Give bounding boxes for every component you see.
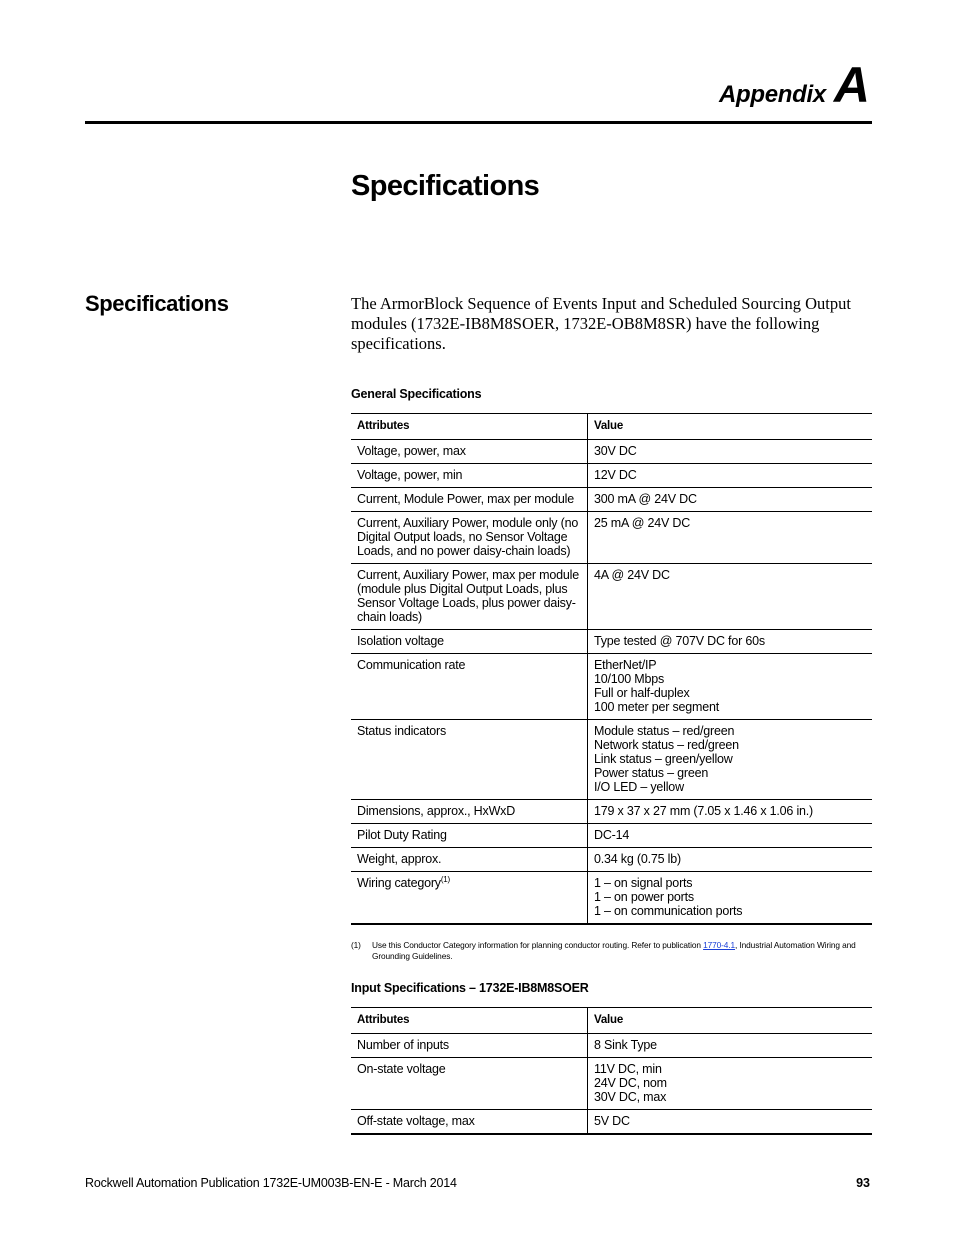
header-rule (85, 121, 872, 124)
value-line: 10/100 Mbps (594, 672, 665, 686)
footnote-text-before: Use this Conductor Category information for planning conductor routing. Refer to publication (372, 940, 704, 950)
attribute-cell (351, 564, 588, 630)
table-row (351, 630, 872, 654)
attribute-cell (351, 800, 588, 824)
value-line: 11V DC, min (594, 1062, 662, 1076)
attribute-cell (351, 1110, 588, 1135)
table-row (351, 872, 872, 925)
attribute-cell (351, 440, 588, 464)
table-row (351, 824, 872, 848)
attributes-header: Attributes (351, 414, 588, 440)
table-row (351, 1034, 872, 1058)
value-cell (588, 564, 873, 630)
attribute-text: Status indicators (357, 724, 447, 738)
value-cell (588, 824, 873, 848)
value-cell (588, 720, 873, 800)
value-line: Network status – red/green (594, 738, 739, 752)
attribute-text: Voltage, power, max (357, 444, 466, 458)
attribute-text: Off-state voltage, max (357, 1114, 475, 1128)
value-cell (588, 630, 873, 654)
attribute-text: Number of inputs (357, 1038, 449, 1052)
value-line: Type tested @ 707V DC for 60s (594, 634, 765, 648)
page-title: Specifications (351, 170, 540, 202)
footnote-number: (1) (351, 940, 361, 950)
value-cell (588, 512, 873, 564)
attribute-cell (351, 824, 588, 848)
value-line: 24V DC, nom (594, 1076, 667, 1090)
attribute-cell (351, 654, 588, 720)
value-line: 1 – on power ports (594, 890, 694, 904)
value-cell (588, 440, 873, 464)
table-row (351, 654, 872, 720)
attribute-text: Weight, approx. (357, 852, 442, 866)
attribute-text: Current, Auxiliary Power, max per module (module plus Digital Output Loads, plus Sensor Voltage Loads, plus power daisy-chain loads) (357, 568, 579, 624)
value-header: Value (588, 1008, 873, 1034)
table-row (351, 720, 872, 800)
value-cell (588, 1034, 873, 1058)
table-row (351, 1110, 872, 1135)
value-line: 1 – on signal ports (594, 876, 693, 890)
value-line: Link status – green/yellow (594, 752, 733, 766)
section-title: Specifications (85, 291, 229, 316)
appendix-letter: A (833, 57, 870, 113)
table-header-row (351, 1008, 872, 1034)
attribute-cell (351, 1034, 588, 1058)
value-line: I/O LED – yellow (594, 780, 684, 794)
value-line: Module status – red/green (594, 724, 735, 738)
value-line: 12V DC (594, 468, 637, 482)
attribute-text: On-state voltage (357, 1062, 446, 1076)
value-cell (588, 464, 873, 488)
attribute-text: Pilot Duty Rating (357, 828, 447, 842)
table-row (351, 464, 872, 488)
attribute-text: Current, Module Power, max per module (357, 492, 575, 506)
value-cell (588, 848, 873, 872)
value-line: 30V DC, max (594, 1090, 667, 1104)
attribute-text: Voltage, power, min (357, 468, 463, 482)
value-cell (588, 1058, 873, 1110)
value-cell (588, 872, 873, 925)
table-row (351, 488, 872, 512)
attribute-cell (351, 1058, 588, 1110)
footnote-reference: (1) (440, 875, 451, 884)
value-line: 4A @ 24V DC (594, 568, 670, 582)
value-line: DC-14 (594, 828, 630, 842)
appendix-word: Appendix (718, 81, 826, 108)
attribute-cell (351, 488, 588, 512)
table-row (351, 564, 872, 630)
attribute-text: Communication rate (357, 658, 466, 672)
value-cell (588, 800, 873, 824)
appendix-heading (718, 57, 870, 113)
general-specs-table (351, 413, 872, 925)
attributes-header: Attributes (351, 1008, 588, 1034)
intro-paragraph: The ArmorBlock Sequence of Events Input and Scheduled Sourcing Output modules (1732E-IB8M8SOER, 1732E-OB8M8SR) have the following specifications. (351, 294, 851, 353)
value-line: 179 x 37 x 27 mm (7.05 x 1.46 x 1.06 in.) (594, 804, 814, 818)
value-line: 8 Sink Type (594, 1038, 657, 1052)
general-specs-body (351, 440, 872, 925)
value-line: Full or half-duplex (594, 686, 690, 700)
table-row (351, 512, 872, 564)
value-line: 100 meter per segment (594, 700, 720, 714)
footer-publication: Rockwell Automation Publication 1732E-UM003B-EN-E - March 2014 (85, 1176, 457, 1190)
value-line: 30V DC (594, 444, 637, 458)
table-row (351, 440, 872, 464)
value-cell (588, 654, 873, 720)
value-line: 300 mA @ 24V DC (594, 492, 697, 506)
value-header: Value (588, 414, 873, 440)
value-line: 1 – on communication ports (594, 904, 743, 918)
table-row (351, 1058, 872, 1110)
value-cell (588, 488, 873, 512)
attribute-text: Dimensions, approx., HxWxD (357, 804, 516, 818)
footnote (351, 940, 872, 962)
footnote-text-after: , Industrial Automation Wiring and Grounding Guidelines. (372, 940, 856, 961)
attribute-text: Wiring category (357, 876, 441, 890)
input-specs-body (351, 1034, 872, 1135)
value-line: Power status – green (594, 766, 709, 780)
attribute-cell (351, 630, 588, 654)
attribute-cell (351, 848, 588, 872)
table-row (351, 848, 872, 872)
input-specs-caption: Input Specifications – 1732E-IB8M8SOER (351, 981, 589, 995)
value-line: 25 mA @ 24V DC (594, 516, 691, 530)
input-specs-table (351, 1007, 872, 1135)
attribute-text: Isolation voltage (357, 634, 444, 648)
table-row (351, 800, 872, 824)
publication-link[interactable]: 1770-4.1 (703, 940, 736, 950)
value-cell (588, 1110, 873, 1135)
general-specs-caption: General Specifications (351, 387, 482, 401)
attribute-cell (351, 872, 588, 925)
value-line: 0.34 kg (0.75 lb) (594, 852, 681, 866)
value-line: 5V DC (594, 1114, 630, 1128)
footnote-text (372, 940, 872, 962)
attribute-cell (351, 464, 588, 488)
value-line: EtherNet/IP (594, 658, 657, 672)
footer-page-number: 93 (856, 1176, 870, 1190)
attribute-cell (351, 512, 588, 564)
table-header-row (351, 414, 872, 440)
attribute-text: Current, Auxiliary Power, module only (no Digital Output loads, no Sensor Voltage Loads, and no power daisy-chain loads) (357, 516, 579, 558)
attribute-cell (351, 720, 588, 800)
